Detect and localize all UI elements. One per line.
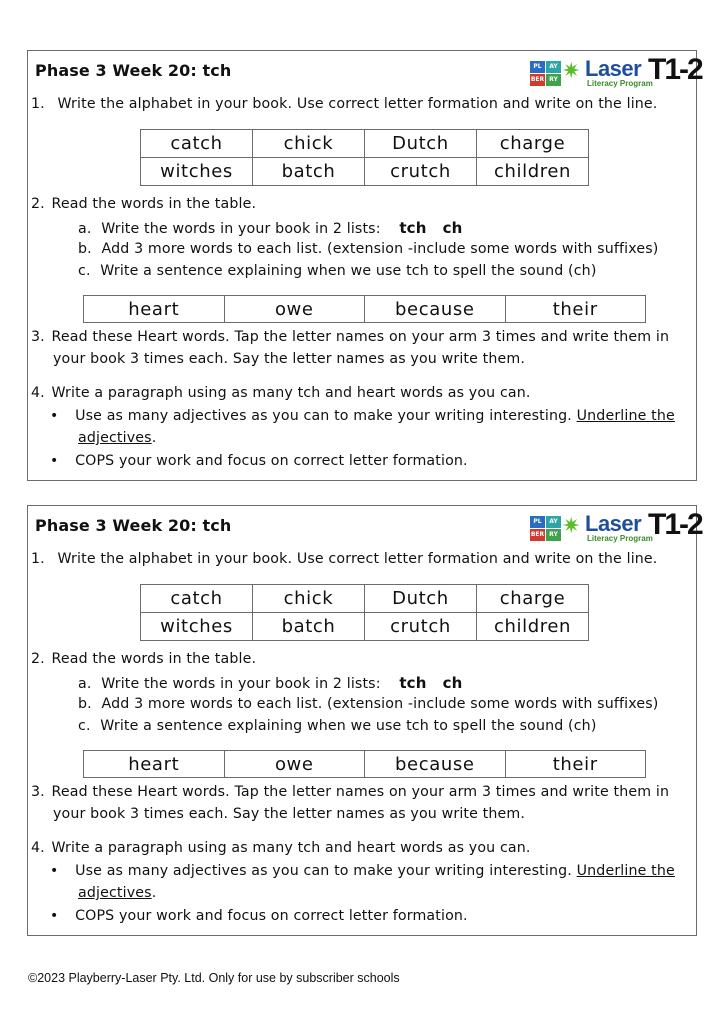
sub-letter: b. — [78, 241, 92, 257]
item-2a — [78, 674, 463, 692]
punctuation: . — [151, 430, 157, 446]
tch-word-table — [140, 129, 589, 186]
word-cell: batch — [253, 158, 365, 186]
word-cell: children — [477, 158, 589, 186]
underlined-text: Underline the — [576, 863, 675, 879]
list-headings: tch ch — [399, 219, 463, 237]
item-4 — [31, 385, 531, 401]
item-text: Read these Heart words. Tap the letter names on your arm 3 times and write them in — [51, 329, 670, 345]
sub-text: Add 3 more words to each list. (extension -include some words with suffixes) — [101, 696, 659, 712]
logo-block: AY — [546, 516, 561, 528]
laser-star-icon: ✷ — [562, 59, 581, 84]
sub-text: Write the words in your book in 2 lists: — [101, 676, 381, 692]
item-3-continued: your book 3 times each. Say the letter names as you write them. — [53, 351, 526, 367]
logo-tagline: Literacy Program — [587, 534, 653, 543]
item-2 — [31, 651, 256, 667]
underlined-text: adjectives — [78, 430, 152, 446]
heart-word-table — [83, 295, 646, 323]
word-cell: charge — [477, 585, 589, 613]
word-cell: children — [477, 613, 589, 641]
table-row — [141, 585, 589, 613]
logo-level: T1-2 — [648, 53, 702, 86]
heart-word-cell: owe — [224, 751, 365, 778]
sub-text: Add 3 more words to each list. (extension -include some words with suffixes) — [101, 241, 659, 257]
item-1 — [31, 551, 657, 567]
laser-logo — [530, 508, 702, 546]
item-number: 4. — [31, 840, 45, 856]
bullet-text: Use as many adjectives as you can to make your writing interesting. — [75, 408, 572, 424]
item-2c — [78, 718, 597, 734]
item-4-bullet-2 — [50, 908, 468, 924]
item-text: Read the words in the table. — [51, 196, 257, 212]
heart-word-cell: because — [365, 751, 506, 778]
item-3 — [31, 329, 669, 345]
sub-letter: c. — [78, 718, 91, 734]
playberry-blocks-icon — [530, 516, 562, 542]
item-3 — [31, 784, 669, 800]
sub-letter: a. — [78, 221, 92, 237]
item-number: 4. — [31, 385, 45, 401]
table-row — [141, 130, 589, 158]
sub-letter: b. — [78, 696, 92, 712]
logo-brand: Laser — [585, 511, 642, 536]
bullet-text: COPS your work and focus on correct letter formation. — [75, 453, 468, 469]
item-3-continued: your book 3 times each. Say the letter names as you write them. — [53, 806, 526, 822]
heart-word-cell: heart — [84, 751, 225, 778]
item-text: Write a paragraph using as many tch and heart words as you can. — [51, 840, 531, 856]
underlined-text: Underline the — [576, 408, 675, 424]
logo-brand: Laser — [585, 56, 642, 81]
logo-block: AY — [546, 61, 561, 73]
sub-text: Write the words in your book in 2 lists: — [101, 221, 381, 237]
item-number: 2. — [31, 196, 45, 212]
item-1 — [31, 96, 657, 112]
sub-text: Write a sentence explaining when we use tch to spell the sound (ch) — [100, 718, 597, 734]
item-2b — [78, 696, 658, 712]
item-text: Write the alphabet in your book. Use correct letter formation and write on the line. — [57, 551, 658, 567]
punctuation: . — [151, 885, 157, 901]
item-text: Write the alphabet in your book. Use correct letter formation and write on the line. — [57, 96, 658, 112]
heart-word-cell: their — [505, 751, 646, 778]
heart-word-cell: heart — [84, 296, 225, 323]
word-cell: Dutch — [365, 130, 477, 158]
heart-word-cell: because — [365, 296, 506, 323]
sub-letter: a. — [78, 676, 92, 692]
logo-block: BER — [530, 74, 545, 86]
word-cell: crutch — [365, 613, 477, 641]
logo-block: RY — [546, 529, 561, 541]
laser-star-icon: ✷ — [562, 514, 581, 539]
copyright-footer: ©2023 Playberry-Laser Pty. Ltd. Only for use by subscriber schools — [28, 971, 400, 985]
item-text: Read the words in the table. — [51, 651, 257, 667]
bullet-text: Use as many adjectives as you can to make your writing interesting. — [75, 863, 572, 879]
worksheet-panel-2 — [27, 505, 702, 936]
item-number: 1. — [31, 96, 45, 112]
item-2c — [78, 263, 597, 279]
word-cell: chick — [253, 585, 365, 613]
item-2 — [31, 196, 256, 212]
word-cell: catch — [141, 130, 253, 158]
item-2b — [78, 241, 658, 257]
worksheet-panel-1 — [27, 50, 702, 481]
item-number: 3. — [31, 329, 45, 345]
word-cell: batch — [253, 613, 365, 641]
bullet-icon: • — [50, 908, 59, 924]
table-row — [84, 296, 646, 323]
item-4 — [31, 840, 531, 856]
bullet-icon: • — [50, 408, 59, 424]
tch-word-table — [140, 584, 589, 641]
item-number: 2. — [31, 651, 45, 667]
logo-block: PL — [530, 61, 545, 73]
bullet-text: COPS your work and focus on correct letter formation. — [75, 908, 468, 924]
word-cell: crutch — [365, 158, 477, 186]
sub-letter: c. — [78, 263, 91, 279]
word-cell: witches — [141, 158, 253, 186]
item-2a — [78, 219, 463, 237]
table-row — [84, 751, 646, 778]
item-4-bullet-1-continued — [78, 885, 156, 901]
playberry-blocks-icon — [530, 61, 562, 87]
underlined-text: adjectives — [78, 885, 152, 901]
heart-word-cell: their — [505, 296, 646, 323]
word-cell: charge — [477, 130, 589, 158]
table-row — [141, 613, 589, 641]
logo-level: T1-2 — [648, 508, 702, 541]
sub-text: Write a sentence explaining when we use tch to spell the sound (ch) — [100, 263, 597, 279]
word-cell: chick — [253, 130, 365, 158]
logo-block: RY — [546, 74, 561, 86]
heart-word-table — [83, 750, 646, 778]
logo-tagline: Literacy Program — [587, 79, 653, 88]
worksheet-title: Phase 3 Week 20: tch — [35, 516, 232, 535]
item-4-bullet-1 — [50, 408, 675, 424]
item-4-bullet-1 — [50, 863, 675, 879]
heart-word-cell: owe — [224, 296, 365, 323]
word-cell: catch — [141, 585, 253, 613]
table-row — [141, 158, 589, 186]
logo-block: PL — [530, 516, 545, 528]
item-number: 1. — [31, 551, 45, 567]
item-4-bullet-1-continued — [78, 430, 156, 446]
worksheet-title: Phase 3 Week 20: tch — [35, 61, 232, 80]
laser-logo — [530, 53, 702, 91]
item-text: Write a paragraph using as many tch and heart words as you can. — [51, 385, 531, 401]
list-headings: tch ch — [399, 674, 463, 692]
item-text: Read these Heart words. Tap the letter names on your arm 3 times and write them in — [51, 784, 670, 800]
item-4-bullet-2 — [50, 453, 468, 469]
word-cell: witches — [141, 613, 253, 641]
word-cell: Dutch — [365, 585, 477, 613]
bullet-icon: • — [50, 453, 59, 469]
logo-block: BER — [530, 529, 545, 541]
bullet-icon: • — [50, 863, 59, 879]
item-number: 3. — [31, 784, 45, 800]
